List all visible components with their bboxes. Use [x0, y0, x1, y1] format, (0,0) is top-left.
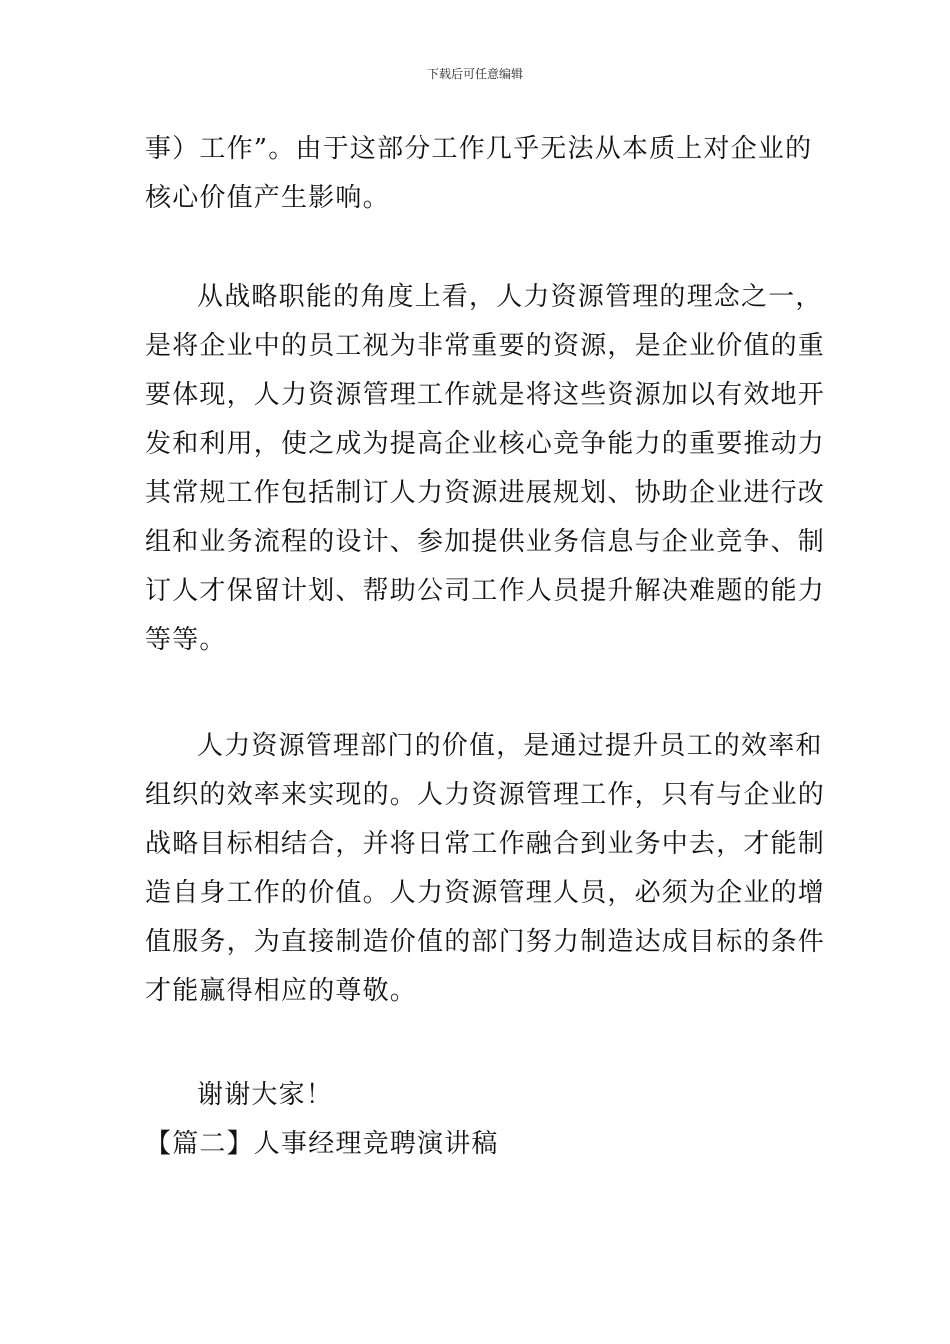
paragraph-line: 造自身工作的价值。人力资源管理人员，必须为企业的增: [145, 878, 826, 908]
paragraph-line: 订人才保留计划、帮助公司工作人员提升解决难题的能力: [145, 576, 826, 606]
paragraph-line: 是将企业中的员工视为非常重要的资源，是企业价值的重: [145, 331, 826, 361]
text-block-1: [145, 125, 813, 223]
page-header: 下载后可任意编辑: [426, 67, 523, 81]
paragraph-line: 其常规工作包括制订人力资源进展规划、协助企业进行改: [145, 478, 826, 508]
closing-line: 谢谢大家！: [197, 1080, 334, 1110]
section-title: 【篇二】人事经理竞聘演讲稿: [145, 1129, 499, 1159]
paragraph-line: 组和业务流程的设计、参加提供业务信息与企业竞争、制: [145, 527, 826, 557]
text-block-3: [145, 722, 826, 1016]
paragraph-line: 要体现，人力资源管理工作就是将这些资源加以有效地开: [145, 380, 826, 410]
paragraph-line: 人力资源管理部门的价值，是通过提升员工的效率和: [197, 731, 823, 761]
paragraph-line: 值服务，为直接制造价值的部门努力制造达成目标的条件: [145, 927, 826, 957]
section-heading: [145, 1120, 810, 1169]
paragraph-line: 从战略职能的角度上看，人力资源管理的理念之一，: [197, 282, 823, 312]
paragraph-line: 事）工作”。由于这部分工作几乎无法从本质上对企业的: [145, 134, 813, 164]
paragraph-line: 战略目标相结合，并将日常工作融合到业务中去，才能制: [145, 829, 826, 859]
paragraph-line: 等等。: [145, 625, 227, 655]
paragraph-line: 核心价值产生影响。: [145, 183, 390, 213]
paragraph-line: 才能赢得相应的尊敬。: [145, 976, 418, 1006]
text-block-closing: [145, 1071, 810, 1120]
paragraph-line: 组织的效率来实现的。人力资源管理工作，只有与企业的: [145, 780, 826, 810]
paragraph-line: 发和利用，使之成为提高企业核心竞争能力的重要推动力: [145, 429, 826, 459]
text-block-2: [145, 273, 826, 665]
